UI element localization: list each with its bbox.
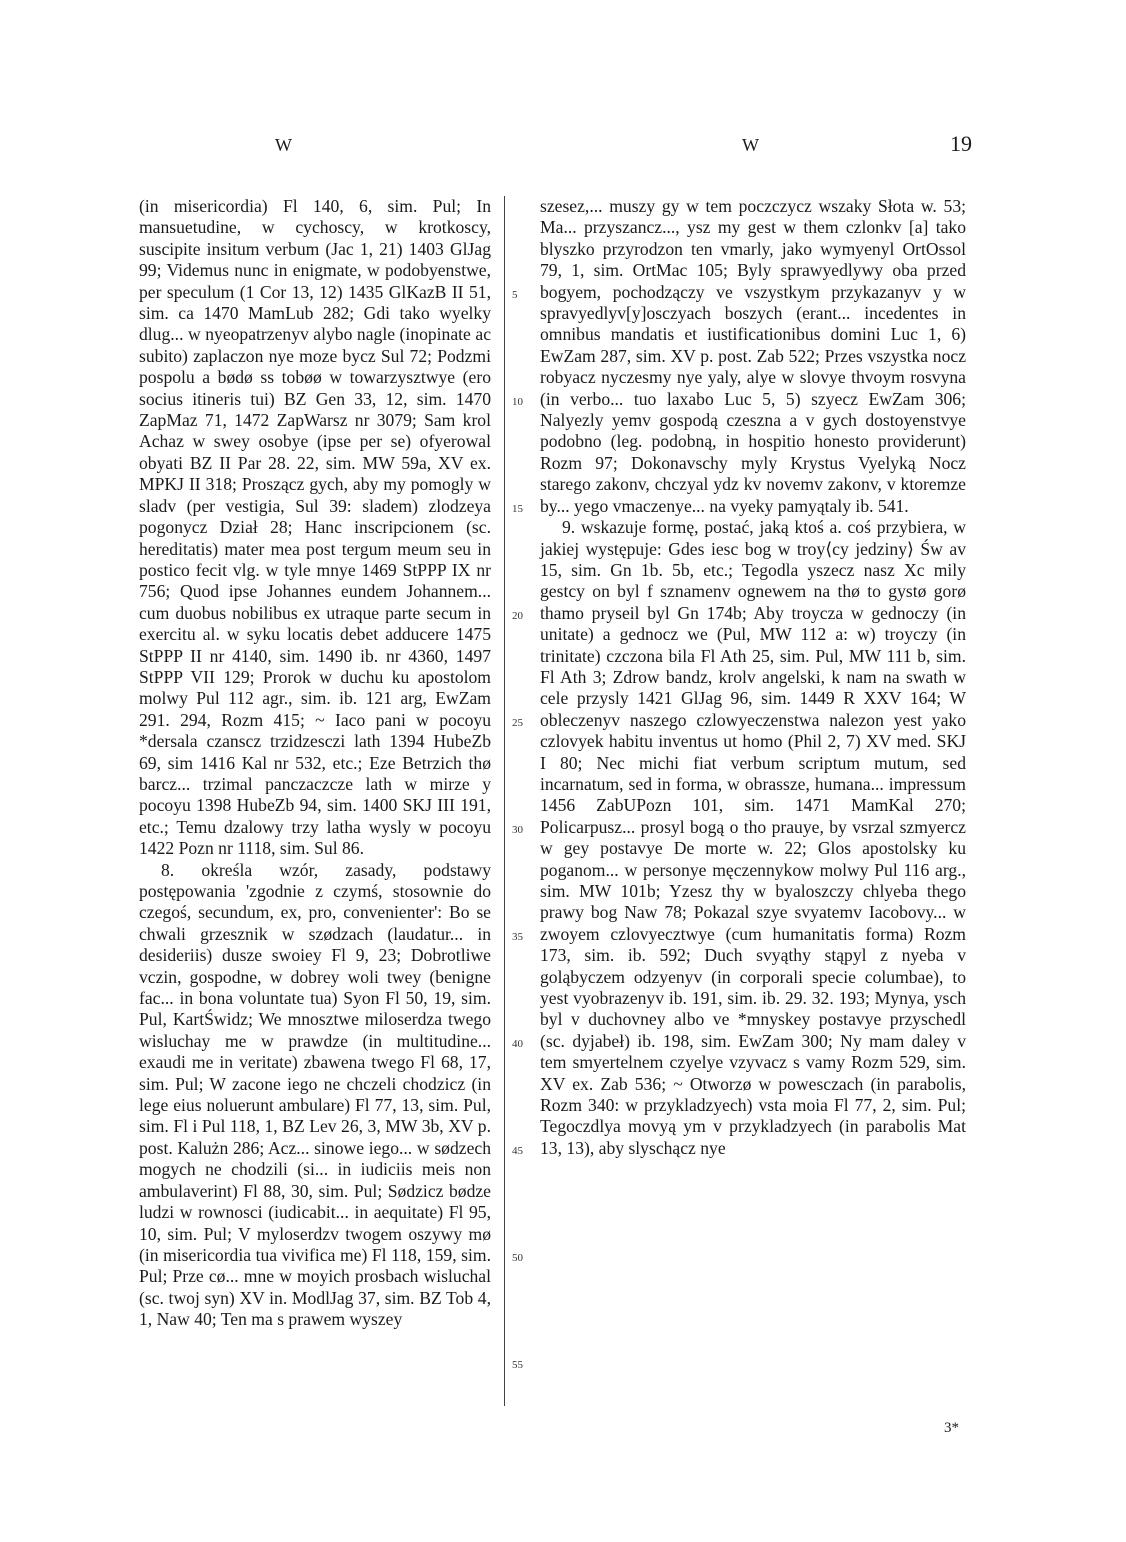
line-number: 10 (512, 396, 523, 408)
line-number: 40 (512, 1038, 523, 1050)
line-number: 35 (512, 931, 523, 943)
running-head-left: W (275, 135, 292, 155)
left-column (139, 196, 491, 1331)
column-divider (504, 196, 505, 1406)
signature-mark: 3* (944, 1420, 959, 1436)
line-number: 45 (512, 1145, 523, 1157)
line-number: 25 (512, 717, 523, 729)
line-number: 5 (512, 289, 518, 301)
line-number: 50 (512, 1252, 523, 1264)
column-paragraph: (in misericordia) Fl 140, 6, sim. Pul; In mansuetudine, w cychoscy, w krotkoscy, suscipite insitum verbum (Jac 1, 21) 1403 GlJag 99; Videmus nunc in enigmate, w podobyenstwe, per speculum (1 Cor 13, 12) 1435 GlKazB II 51, sim. ca 1470 MamLub 282; Gdi tako wyelky dlug... w nyeopatrzenyv alybo nagle (inopinate ac subito) zaplaczon nye moze bycz Sul 72; Podzmi pospolu a bødø ss tobøø w towarzysztwye (ero socius itineris tui) BZ Gen 33, 12, sim. 1470 ZapMaz 71, 1472 ZapWarsz nr 3079; Sam krol Achaz w swey osobye (ipse per se) ofyerowal obyati BZ II Par 28. 22, sim. MW 59a, XV ex. MPKJ II 318; Proszącz gych, aby my pomogly w sladv (per vestigia, Sul 39: sladem) zlodzeya pogonycz Dział 28; Hanc inscripcionem (sc. hereditatis) mater mea post tergum meum seu in postico fecit vlg. w tyle mnye 1469 StPPP IX nr 756; Quod ipse Johannes eundem Johannem... cum duobus nobilibus ex utraque parte secum in exercitu al. w syku locatis debet adducere 1475 StPPP II nr 4140, sim. 1490 ib. nr 4360, 1497 StPPP VII 129; Prorok w duchu ku apostolom molwy Pul 112 agr., sim. ib. 121 arg, EwZam 291. 294, Rozm 415; ~ Iaco pani w pocoyu *dersala czanscz trzidzesczi lath 1394 HubeZb 69, sim 1416 Kal nr 532, etc.; Eze Betrzich thø barcz... trzimal panczaczcze lath w mirze y pocoyu 1398 HubeZb 94, sim. 1400 SKJ III 191, etc.; Temu dzalowy trzy latha wysly w pocoyu 1422 Pozn nr 1118, sim. Sul 86. (139, 196, 491, 859)
entry-paragraph: 8. określa wzór, zasady, podstawy postępowania 'zgodnie z czymś, stosownie do czegoś, secundum, ex, pro, convenienter': Bo se chwali grzesznik w szødzach (laudatur... in desideriis) dusze swoiey Fl 9, 23; Dobrotliwe vczin, gospodne, w dobrey woli twey (benigne fac... in bona voluntate tua) Syon Fl 50, 19, sim. Pul, KartŚwidz; We mnosztwe miloserdza twego wisluchay me w prawdze (in multitudine... exaudi me in veritate) zbawena twego Fl 68, 17, sim. Pul; W zacone iego ne chczeli chodzicz (in lege eius noluerunt ambulare) Fl 77, 13, sim. Pul, sim. Fl i Pul 118, 1, BZ Lev 26, 3, MW 3b, XV p. post. Kalużn 286; Acz... sinowe iego... w sødzech mogych ne chodzili (si... in iudiciis meis non ambulaverint) Fl 88, 30, sim. Pul; Sødzicz bødze ludzi w rownosci (iudicabit... in aequitate) Fl 95, 10, sim. Pul; V myloserdzv twogem oszywy mø (in misericordia tua vivifica me) Fl 118, 159, sim. Pul; Prze cø... mne w moyich prosbach wisluchal (sc. twoj syn) XV in. ModlJag 37, sim. BZ Tob 4, 1, Naw 40; Ten ma s prawem wyszey (139, 859, 491, 1330)
running-head-right: W (742, 135, 759, 155)
line-number: 30 (512, 824, 523, 836)
column-paragraph: szesez,... muszy gy w tem poczczycz wszaky Słota w. 53; Ma... przyszancz..., ysz my gest w them czlonkv [a] tako blyszko przyrodzon ten vmarly, jako wymyenyl OrtOssol 79, 1, sim. OrtMac 105; Byly sprawyedlywy oba przed bogyem, pochodzączy ve vszystkym przykazanyv y w spravyedlyv[y]osczyach boszych (erant... incedentes in omnibus mandatis et iustificationibus domini Luc 1, 6) EwZam 287, sim. XV p. post. Zab 522; Przes vszystka nocz robyacz nyczesmy nye yaly, alye w slovye thvoym rosvyna (in verbo... tuo laxabo Luc 5, 5) szyecz EwZam 306; Nalyezly yemv gospodą czeszna a v gych dostoyenstvye podobno (leg. podobną, in hospitio honesto providerunt) Rozm 97; Dokonavschy myly Krystus Vyelyką Nocz starego zakonv, chczyal ydz kv novemv zakonv, v ktoremze by... yego vmaczenye... na vyeky pamyątaly ib. 541. (540, 196, 966, 516)
page-number: 19 (950, 131, 972, 156)
line-number: 20 (512, 610, 523, 622)
line-number: 55 (512, 1359, 523, 1371)
entry-paragraph: 9. wskazuje formę, postać, jaką ktoś a. coś przybiera, w jakiej występuje: Gdes iesc bog w troy⟨cy jedziny⟩ Św av 15, sim. Gn 1b. 5b, etc.; Tegodla yszecz nasz Xc mily gestcy on byl f sznamenv ognewem na thø to gystø gorø thamo pryseil byl Gn 174b; Aby troycza w gednoczy (in unitate) a gednocz we (Pul, MW 112 a: w) troyczy (in trinitate) czczona bila Fl Ath 25, sim. Pul, MW 111 b, sim. Fl Ath 3; Zdrow bandz, krolv angelski, k nam na swath w cele przysly 1421 GlJag 96, sim. 1449 R XXV 164; W obleczenyv naszego czlowyeczenstwa nalezon yest yako czlovyek habitu inventus ut homo (Phil 2, 7) XV med. SKJ I 80; Nec michi fiat verbum scriptum mutum, sed incarnatum, sed in forma, w obrassze, humana... impressum 1456 ZabUPozn 101, sim. 1471 MamKal 270; Policarpusz... prosyl bogą o tho prauye, by vsrzal szmyercz w gey postavye De morte w. 22; Glos apostolsky ku poganom... w personye męczennykow molwy Pul 116 arg., sim. MW 101b; Yzesz thy w byaloszczy chlyeba thego prawy bog Naw 78; Pokazal szye svyatemv Iacobovy... w zwoyem czlovyecztwye (cum humanitatis forma) Rozm 173, sim. ib. 592; Duch svyąthy stąpyl z nyeba v goląbyczem odzyenyv (in corporali specie columbae), to yest vyobrazenyv ib. 191, sim. ib. 29. 32. 193; Mynya, ysch byl v duchovney albo ve *mnyskey postavye przyschedl (sc. dyjabeł) ib. 198, sim. EwZam 300; Ny mam daley v tem smyertelnem czyelye vzyvacz s vamy Rozm 529, sim. XV ex. Zab 536; ~ Otworzø w powesczach (in parabolis, Rozm 340: w przykladzyech) vsta moia Fl 77, 2, sim. Pul; Tegoczdlya movyą ym v przykladzyech (in parabolis Mat 13, 13), aby slyschącz nye (540, 517, 966, 1158)
line-number: 15 (512, 503, 523, 515)
right-column (540, 196, 966, 1159)
